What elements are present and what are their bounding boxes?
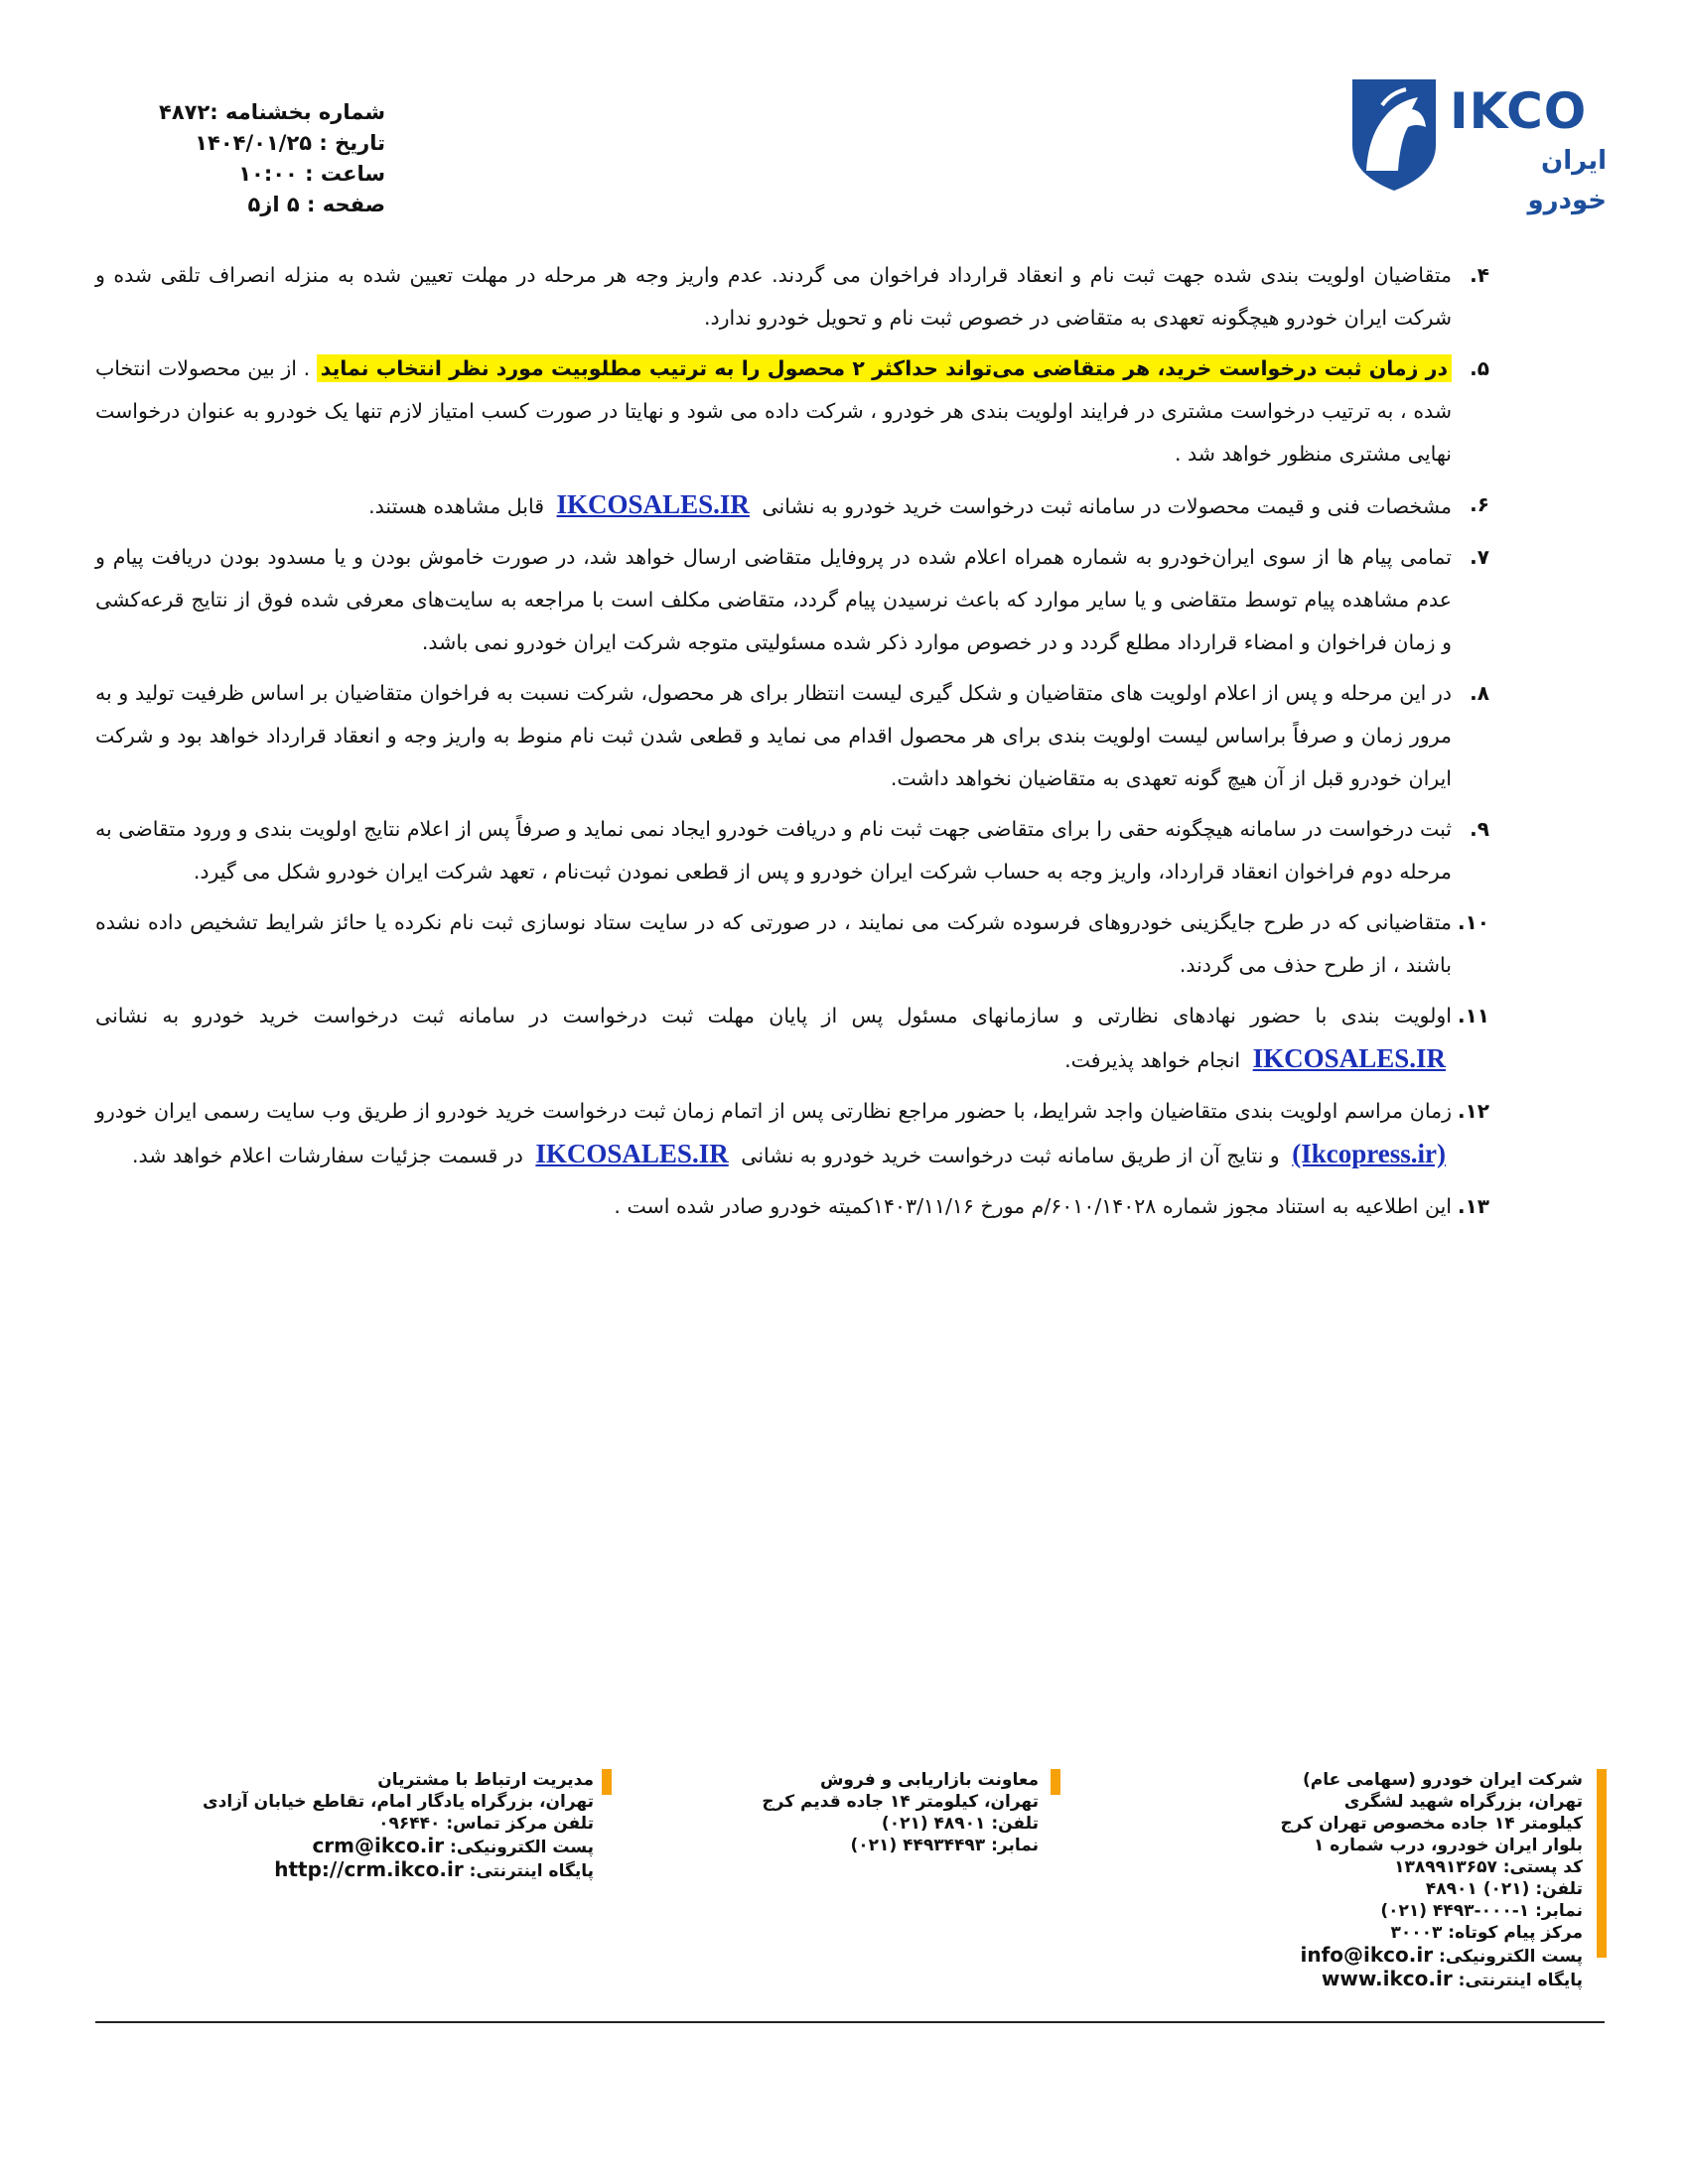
ikcosales-link[interactable]: IKCOSALES.IR — [535, 1139, 729, 1168]
footer-line: تهران، کیلومتر ۱۴ جاده قدیم کرج — [762, 1792, 1039, 1812]
item-text-before: زمان مراسم اولویت بندی متقاضیان واجد شرایط، با حضور مراجع نظارتی پس از اتمام زمان ثبت درخواست خرید خودرو از طریق وب سایت رسمی ایران خودرو — [95, 1099, 1452, 1123]
footer-website[interactable]: www.ikco.ir — [1321, 1967, 1453, 1990]
footer-web-row — [127, 1858, 594, 1882]
footer-line: نمابر: ۱-۰۰۰-۴۴۹۳ (۰۲۱) — [1380, 1901, 1583, 1921]
footer-divider — [95, 2021, 1605, 2023]
footer-email-row — [127, 1835, 594, 1858]
ikcosales-link[interactable]: IKCOSALES.IR — [556, 489, 750, 519]
item-text: متقاضیان اولویت بندی شده جهت ثبت نام و انعقاد قرارداد فراخوان می گردند. عدم واریز وجه هر مرحله در مهلت تعیین شده به منزله انصراف تلقی شده و شرکت ایران خودرو هیچگونه تعهدی به متقاضی در خصوص ثبت نام و تحویل خودرو ندارد. — [95, 263, 1452, 330]
item-number: ۶. — [1470, 492, 1489, 516]
ikcopress-link[interactable]: (Ikcopress.ir) — [1292, 1139, 1446, 1168]
item-number: ۱۰. — [1457, 910, 1489, 934]
item-text: این اطلاعیه به استناد مجوز شماره ۶۰۱۰/۱۴۰۲۸/م مورخ ۱۴۰۳/۱۱/۱۶کمیته خودرو صادر شده است . — [614, 1194, 1452, 1218]
item-text-after: انجام خواهد پذیرفت. — [1064, 1048, 1241, 1072]
footer-web-row — [1166, 1968, 1583, 1991]
item-number: ۱۳. — [1457, 1194, 1489, 1218]
list-item-6 — [95, 483, 1489, 528]
list-item-8 — [95, 672, 1489, 800]
item-number: ۴. — [1470, 263, 1489, 287]
footer-line: بلوار ایران خودرو، درب شماره ۱ — [1313, 1836, 1583, 1855]
item-number: ۹. — [1470, 817, 1489, 841]
footer-line: نمابر: ۴۴۹۳۴۴۹۳ (۰۲۱) — [850, 1836, 1039, 1855]
list-item-9 — [95, 808, 1489, 893]
footer-accent-bar — [1597, 1769, 1607, 1958]
footer-line: تهران، بزرگراه شهید لشگری — [1343, 1792, 1583, 1812]
footer-line: تلفن: ۴۸۹۰۱ (۰۲۱) — [881, 1814, 1039, 1834]
item-text-before: مشخصات فنی و قیمت محصولات در سامانه ثبت درخواست خرید خودرو به نشانی — [762, 494, 1452, 518]
circular-number: شماره بخشنامه :۴۸۷۲ — [159, 100, 385, 124]
footer-accent-bar — [602, 1769, 612, 1795]
footer-website[interactable]: http://crm.ikco.ir — [274, 1857, 464, 1881]
item-text: . از بین محصولات انتخاب شده ، به ترتیب درخواست مشتری در فرایند اولویت بندی هر خودرو ، شرکت داده می شود و نهایتا در صورت کسب امتیاز لازم تنها یک خودرو به عنوان درخواست نهایی مشتری منظور خواهد شد . — [95, 356, 1452, 466]
item-text: تمامی پیام ها از سوی ایران‌خودرو به شماره همراه اعلام شده در پروفایل متقاضی ارسال خواهد شد، در صورت خاموش بودن و یا مسدود بودن دریافت پیام و عدم مشاهده پیام توسط متقاضی و یا سایر موارد که باعث نرسیدن پیام گردد، متقاضی مکلف است با مراجعه به سایت‌های معرفی شده فوق از نتایج قرعه‌کشی و زمان فراخوان و امضاء قرارداد مطلع گردد و در خصوص موارد ذکر شده مسئولیتی متوجه شرکت ایران خودرو نمی باشد. — [95, 545, 1452, 654]
footer-crm-address — [127, 1769, 594, 1882]
footer-web-label: پایگاه اینترنتی: — [469, 1861, 594, 1881]
footer-email-label: پست الکترونیکی: — [450, 1838, 594, 1857]
item-text-before: اولویت بندی با حضور نهادهای نظارتی و سازمانهای مسئول پس از پایان مهلت ثبت درخواست در سامانه ثبت درخواست خرید خودرو به نشانی — [95, 1004, 1452, 1027]
footer-accent-bar — [1051, 1769, 1060, 1795]
item-text-middle: و نتایج آن از طریق سامانه ثبت درخواست خرید خودرو به نشانی — [741, 1144, 1280, 1167]
footer-line: تلفن: (۰۲۱) ۴۸۹۰۱ — [1425, 1879, 1583, 1899]
item-text: متقاضیانی که در طرح جایگزینی خودروهای فرسوده شرکت می نمایند ، در صورتی که در سایت ستاد نوسازی ثبت نام نکرده یا حائز شرایط تشخیص داده نشده باشند ، از طرح حذف می گردند. — [95, 910, 1452, 977]
item-text: در این مرحله و پس از اعلام اولویت های متقاضیان و شکل گیری لیست انتظار برای هر محصول، شرکت نسبت به فراخوان متقاضیان بر اساس ظرفیت تولید و به مرور زمان و صرفاً براساس لیست اولویت بندی برای هر محصول اقدام می نماید و قطعی شدن ثبت نام منوط به واریز وجه و انعقاد قرارداد خواهد بود و شرکت ایران خودرو قبل از آن هیچ گونه تعهدی به متقاضیان نخواهد داشت. — [95, 681, 1452, 790]
footer-line: کیلومتر ۱۴ جاده مخصوص تهران کرج — [1280, 1814, 1583, 1834]
footer-line: کد پستی: ۱۳۸۹۹۱۳۶۵۷ — [1394, 1857, 1583, 1877]
item-number: ۸. — [1470, 681, 1489, 705]
footer-email[interactable]: info@ikco.ir — [1300, 1943, 1434, 1967]
footer-line: تهران، بزرگراه یادگار امام، تقاطع خیابان آزادی — [203, 1792, 594, 1812]
notice-body — [95, 254, 1489, 1236]
footer-line: تلفن مرکز تماس: ۰۹۶۴۴۰ — [378, 1814, 594, 1834]
item-number: ۱۲. — [1457, 1099, 1489, 1123]
ikcosales-link[interactable]: IKCOSALES.IR — [1252, 1043, 1446, 1073]
list-item-11 — [95, 995, 1489, 1082]
footer-sales-address — [641, 1769, 1039, 1856]
footer-email-row — [1166, 1944, 1583, 1968]
footer-line: مدیریت ارتباط با مشتریان — [377, 1770, 594, 1790]
circular-date: تاریخ : ۱۴۰۴/۰۱/۲۵ — [195, 131, 385, 155]
footer-email-label: پست الکترونیکی: — [1439, 1947, 1583, 1967]
company-logo — [1346, 75, 1607, 215]
horse-head-logo-icon — [1346, 75, 1442, 193]
footer-email[interactable]: crm@ikco.ir — [312, 1834, 445, 1857]
circular-time: ساعت : ۱۰:۰۰ — [238, 162, 385, 186]
item-text: ثبت درخواست در سامانه هیچگونه حقی را برای متقاضی جهت ثبت نام و دریافت خودرو ایجاد نمی نماید و صرفاً پس از اعلام نتایج اولویت بندی و ورود متقاضی به مرحله دوم فراخوان انعقاد قرارداد، واریز وجه به حساب شرکت ایران خودرو و پس از قطعی نمودن ثبت‌نام ، تعهد شرکت ایران خودرو شکل می گیرد. — [95, 817, 1452, 884]
item-number: ۱۱. — [1457, 1004, 1489, 1027]
footer-line: شرکت ایران خودرو (سهامی عام) — [1302, 1770, 1583, 1790]
item-number: ۵. — [1470, 356, 1489, 380]
list-item-5 — [95, 347, 1489, 476]
footer-line: معاونت بازاریابی و فروش — [819, 1770, 1039, 1790]
item-text-after: قابل مشاهده هستند. — [368, 494, 545, 518]
list-item-10 — [95, 901, 1489, 987]
logo-subtitle: ایران خودرو — [1527, 146, 1607, 215]
page-footer — [95, 1769, 1605, 2037]
footer-web-label: پایگاه اینترنتی: — [1458, 1971, 1583, 1990]
footer-line: مرکز پیام کوتاه: ۳۰۰۰۳ — [1390, 1923, 1583, 1943]
highlighted-text: در زمان ثبت درخواست خرید، هر متقاضی می‌تواند حداکثر ۲ محصول را به ترتیب مطلوبیت مورد نظر انتخاب نماید — [317, 354, 1452, 382]
logo-wordmark: IKCO — [1450, 82, 1588, 140]
list-item-7 — [95, 536, 1489, 664]
footer-company-address — [1166, 1769, 1583, 1991]
list-item-12 — [95, 1090, 1489, 1177]
list-item-13 — [95, 1185, 1489, 1228]
circular-meta — [127, 97, 385, 220]
list-item-4 — [95, 254, 1489, 340]
item-text-after: در قسمت جزئیات سفارشات اعلام خواهد شد. — [131, 1144, 523, 1167]
item-number: ۷. — [1470, 545, 1489, 569]
page-number: صفحه : ۵ از۵ — [247, 193, 385, 216]
